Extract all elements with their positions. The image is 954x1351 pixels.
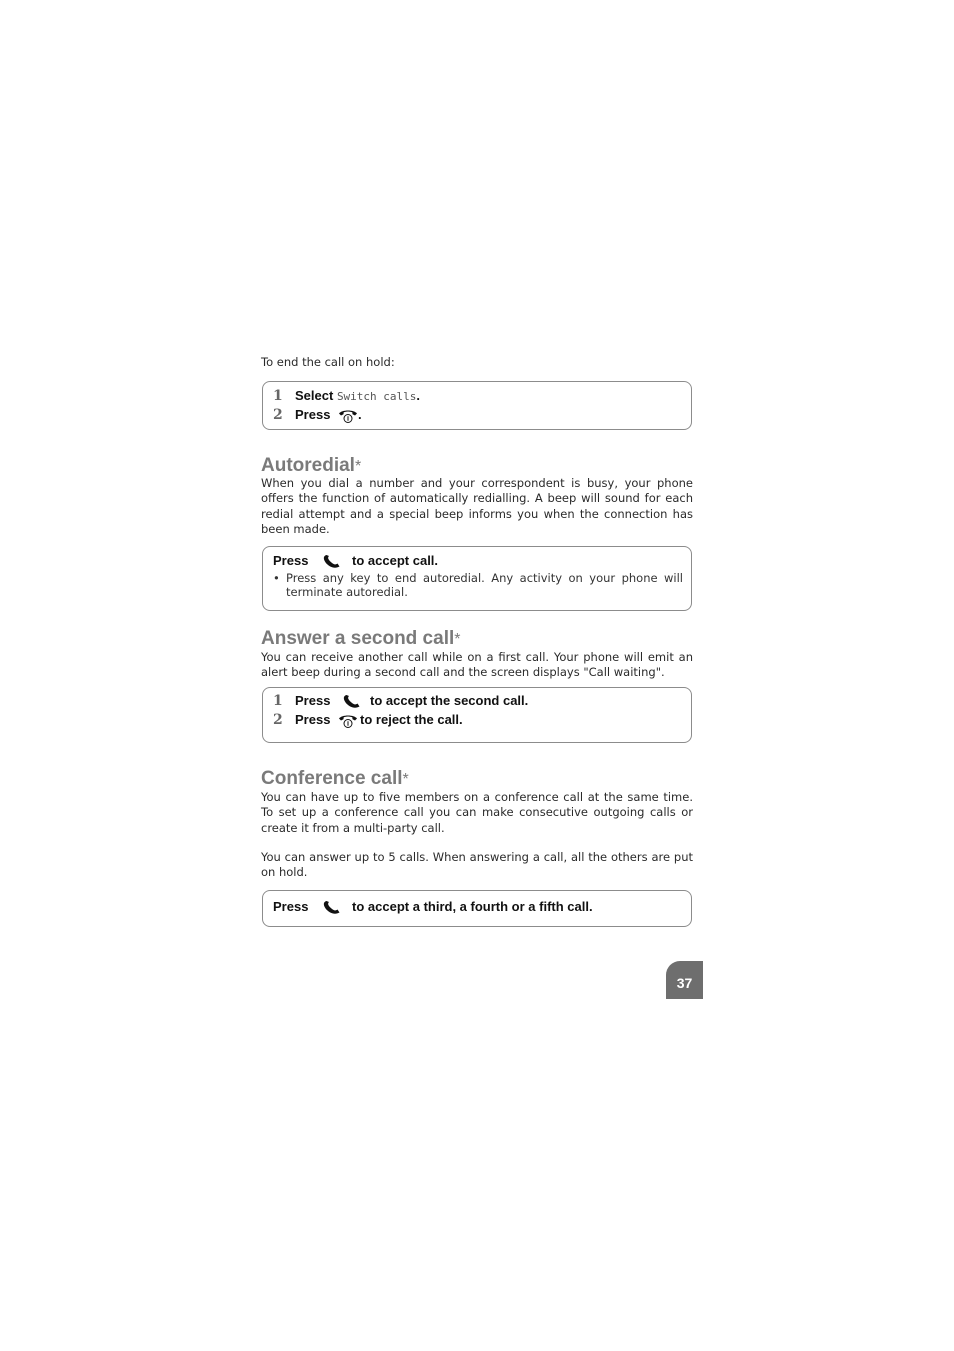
menu-option-switch-calls: Switch calls: [336, 390, 417, 403]
step-text: Press: [295, 712, 331, 727]
step-text: Press: [295, 693, 331, 708]
step-text: Press: [295, 407, 331, 422]
phone-end-icon: [338, 712, 358, 728]
step-press-end: [273, 406, 362, 424]
step-action: to accept the second call.: [370, 693, 529, 708]
step-number: 2: [273, 712, 283, 728]
section-title-conference-call: [261, 768, 409, 791]
page-number-tab: [666, 961, 703, 999]
step-text: Select: [295, 388, 334, 403]
phone-accept-icon: [322, 555, 342, 569]
step-number: 1: [273, 388, 283, 404]
page-number: 37: [676, 975, 693, 991]
intro-hold-text: To end the call on hold:: [261, 355, 395, 369]
title-text: Answer a second call: [261, 628, 455, 649]
phone-accept-icon: [322, 901, 342, 915]
section-title-autoredial: [261, 455, 361, 478]
step-press-accept: [273, 552, 438, 570]
step-number: 1: [273, 693, 283, 709]
step-text: Press: [273, 553, 309, 568]
conference-description: You can have up to five members on a conference call at the same time. To set up a conference call you can make consecutive outgoing calls or create it from a multi-party call.: [261, 790, 693, 835]
title-asterisk: *: [402, 771, 409, 788]
step-action: to accept call.: [352, 553, 439, 568]
title-text: Conference call: [261, 768, 403, 789]
bullet-mark: •: [273, 571, 280, 585]
title-asterisk: *: [454, 631, 461, 648]
step-reject-call: [273, 711, 463, 729]
conference-instructions-box: [262, 890, 692, 927]
phone-accept-icon: [342, 695, 362, 709]
phone-end-icon: [338, 407, 358, 423]
step-action: to accept a third, a fourth or a fifth call.: [352, 899, 593, 914]
step-number: 2: [273, 407, 283, 423]
autoredial-note: [273, 571, 683, 599]
step-punctuation: .: [416, 388, 421, 403]
bullet-text: Press any key to end autoredial. Any activity on your phone will terminate autoredial.: [286, 571, 683, 599]
conference-answer-note: You can answer up to 5 calls. When answering a call, all the others are put on hold.: [261, 850, 693, 880]
step-text: Press: [273, 899, 309, 914]
step-accept-additional-call: [273, 898, 593, 916]
page-content: [261, 355, 693, 914]
second-call-instructions-box: [262, 687, 692, 743]
title-text: Autoredial: [261, 455, 355, 476]
second-call-description: You can receive another call while on a first call. Your phone will emit an alert beep during a second call and the screen displays "Call waiting".: [261, 650, 693, 680]
end-hold-instructions-box: [262, 381, 692, 430]
section-title-second-call: [261, 628, 460, 651]
step-punctuation: .: [358, 407, 362, 422]
step-accept-second-call: [273, 692, 528, 710]
autoredial-instructions-box: [262, 546, 692, 611]
step-action: to reject the call.: [360, 712, 463, 727]
title-asterisk: *: [354, 458, 362, 475]
step-select-switch-calls: [273, 387, 420, 405]
autoredial-description: When you dial a number and your correspondent is busy, your phone offers the function of automatically redialling. A beep will sound for each redial attempt and a special beep informs you when the connection has been made.: [261, 476, 693, 536]
